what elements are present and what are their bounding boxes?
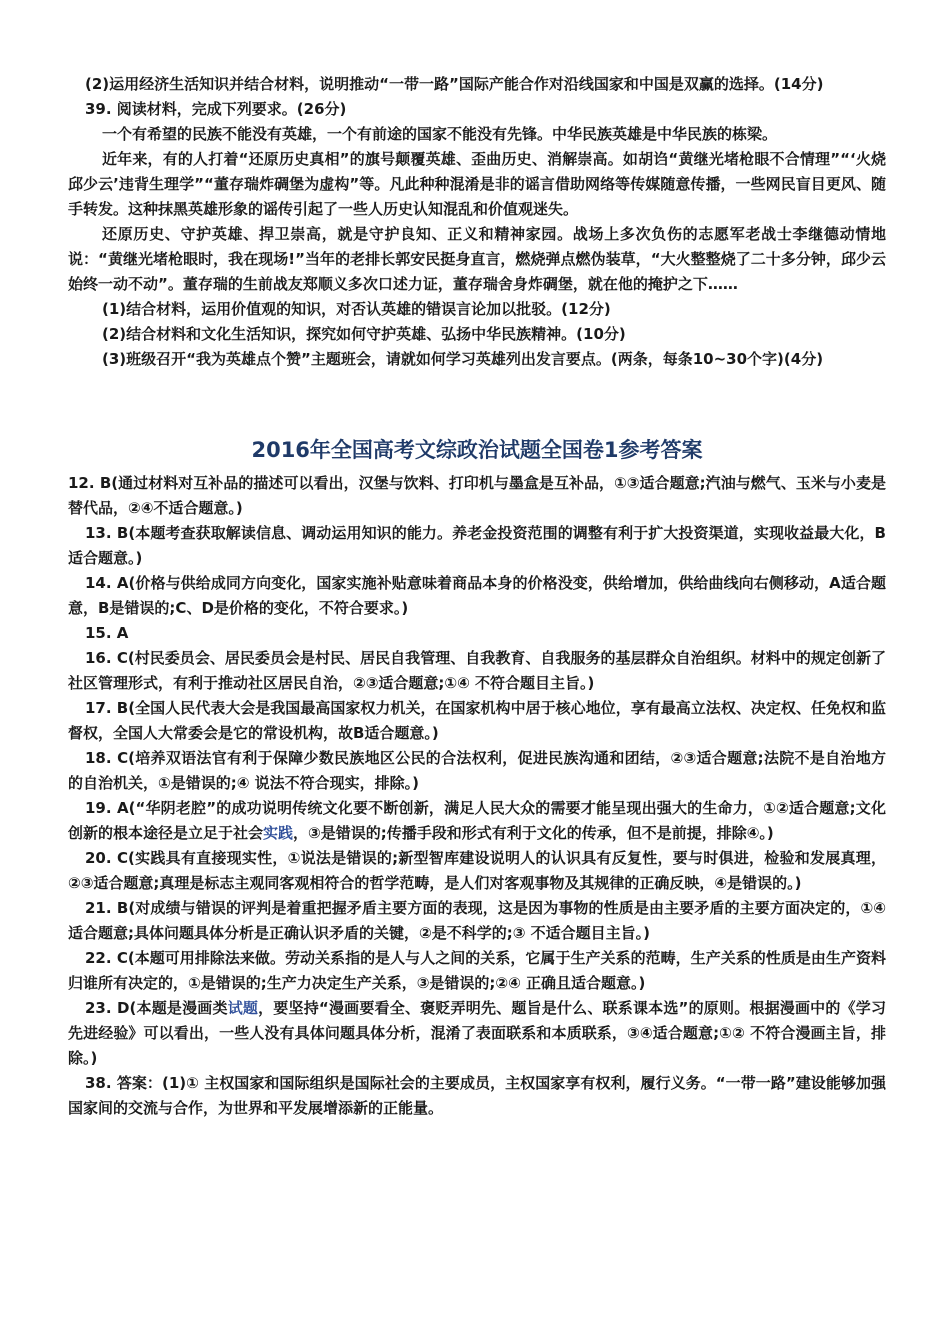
answer-15: 15. A bbox=[85, 624, 129, 642]
answer-22: 22. C(本题可用排除法来做。劳动关系指的是人与人之间的关系，它属于生产关系的范畴，生产关系的性质是由生产资料归谁所有决定的，①是错误的;生产力决定生产关系，③是错误的;②④ 正确且适合题意。) bbox=[68, 949, 886, 992]
answer-16: 16. C(村民委员会、居民委员会是村民、居民自我管理、自我教育、自我服务的基层群众自治组织。材料中的规定创新了社区管理形式，有利于推动社区居民自治，②③适合题意;①④ 不符合题目主旨。) bbox=[68, 649, 886, 692]
answer-23-text-b: ，要坚持“漫画要看全、褒贬弄明先、题旨是什么、联系课本选”的原则。根据漫画中的《学习先进经验》可以看出，一些人没有具体问题具体分析，混淆了表面联系和本质联系，③④适合题意;①② 不符合漫画主旨，排除。) bbox=[68, 999, 886, 1067]
answer-19-text-b: ，③是错误的;传播手段和形式有利于文化的传承，但不是前提，排除④。) bbox=[293, 824, 774, 842]
answer-18: 18. C(培养双语法官有利于保障少数民族地区公民的合法权利，促进民族沟通和团结，②③适合题意;法院不是自治地方的自治机关，①是错误的;④ 说法不符合现实，排除。) bbox=[68, 749, 886, 792]
answer-13: 13. B(本题考查获取解读信息、调动运用知识的能力。养老金投资范围的调整有利于扩大投资渠道，实现收益最大化，B适合题意。) bbox=[68, 524, 886, 567]
answer-23-text-a: 23. D(本题是漫画类 bbox=[85, 999, 228, 1017]
q39-sub1: (1)结合材料，运用价值观的知识，对否认英雄的错误言论加以批驳。(12分) bbox=[102, 300, 611, 318]
q38-part2: (2)运用经济生活知识并结合材料，说明推动“一带一路”国际产能合作对沿线国家和中国是双赢的选择。(14分) bbox=[85, 75, 824, 93]
link-shiti[interactable]: 试题 bbox=[227, 999, 259, 1017]
q39-sub2: (2)结合材料和文化生活知识，探究如何守护英雄、弘扬中华民族精神。(10分) bbox=[102, 325, 626, 343]
answer-20: 20. C(实践具有直接现实性，①说法是错误的;新型智库建设说明人的认识具有反复性，要与时俱进，检验和发展真理，②③适合题意;真理是标志主观同客观相符合的哲学范畴，是人们对客观事物及其规律的正确反映，④是错误的。) bbox=[68, 849, 886, 892]
answer-12: 12. B(通过材料对互补品的描述可以看出，汉堡与饮料、打印机与墨盒是互补品，①③适合题意;汽油与燃气、玉米与小麦是替代品，②④不适合题意。) bbox=[68, 474, 886, 517]
document-page bbox=[68, 72, 886, 1121]
q39-material-p2: 近年来，有的人打着“还原历史真相”的旗号颠覆英雄、歪曲历史、消解崇高。如胡诌“黄继光堵枪眼不合情理”“‘火烧邱少云’违背生理学”“董存瑞炸碉堡为虚构”等。凡此种种混淆是非的谣言借助网络等传媒随意传播，一些网民盲目更风、随手转发。这种抹黑英雄形象的谣传引起了一些人历史认知混乱和价值观迷失。 bbox=[68, 150, 886, 218]
answer-14: 14. A(价格与供给成同方向变化，国家实施补贴意味着商品本身的价格没变，供给增加，供给曲线向右侧移动，A适合题意，B是错误的;C、D是价格的变化，不符合要求。) bbox=[68, 574, 886, 617]
answer-23 bbox=[68, 996, 886, 1071]
link-shijian[interactable]: 实践 bbox=[263, 824, 294, 842]
q39-sub3: (3)班级召开“我为英雄点个赞”主题班会，请就如何学习英雄列出发言要点。(两条，每条10~30个字)(4分) bbox=[102, 350, 824, 368]
answer-21: 21. B(对成绩与错误的评判是着重把握矛盾主要方面的表现，这是因为事物的性质是由主要矛盾的主要方面决定的，①④适合题意;具体问题具体分析是正确认识矛盾的关键，②是不科学的;③ 不适合题目主旨。) bbox=[68, 899, 886, 942]
spacer bbox=[68, 372, 886, 435]
q39-material-p1: 一个有希望的民族不能没有英雄，一个有前途的国家不能没有先锋。中华民族英雄是中华民族的栋梁。 bbox=[102, 125, 778, 143]
answer-17: 17. B(全国人民代表大会是我国最高国家权力机关，在国家机构中居于核心地位，享有最高立法权、决定权、任免权和监督权，全国人大常委会是它的常设机构，故B适合题意。) bbox=[68, 699, 886, 742]
answer-title: 2016年全国高考文综政治试题全国卷1参考答案 bbox=[251, 438, 703, 462]
q39-material-p3: 还原历史、守护英雄、捍卫崇高，就是守护良知、正义和精神家园。战场上多次负伤的志愿军老战士李继德动情地说：“黄继光堵枪眼时，我在现场!”当年的老排长郭安民挺身直言，燃烧弹点燃伪装草，“大火整整烧了二十多分钟，邱少云始终一动不动”。董存瑞的生前战友郑顺义多次口述力证，董存瑞舍身炸碉堡，就在他的掩护之下…… bbox=[68, 225, 886, 293]
q39-heading: 39. 阅读材料，完成下列要求。(26分) bbox=[85, 100, 347, 118]
answer-38: 38. 答案：(1)① 主权国家和国际组织是国际社会的主要成员，主权国家享有权利，履行义务。“一带一路”建设能够加强国家间的交流与合作，为世界和平发展增添新的正能量。 bbox=[68, 1074, 886, 1117]
answer-19 bbox=[68, 796, 886, 846]
answer-19-text-a: 19. A(“华阴老腔”的成功说明传统文化要不断创新，满足人民大众的需要才能呈现出强大的生命力，①②适合题意;文化创新的根本途径是立足于社会 bbox=[68, 799, 886, 842]
